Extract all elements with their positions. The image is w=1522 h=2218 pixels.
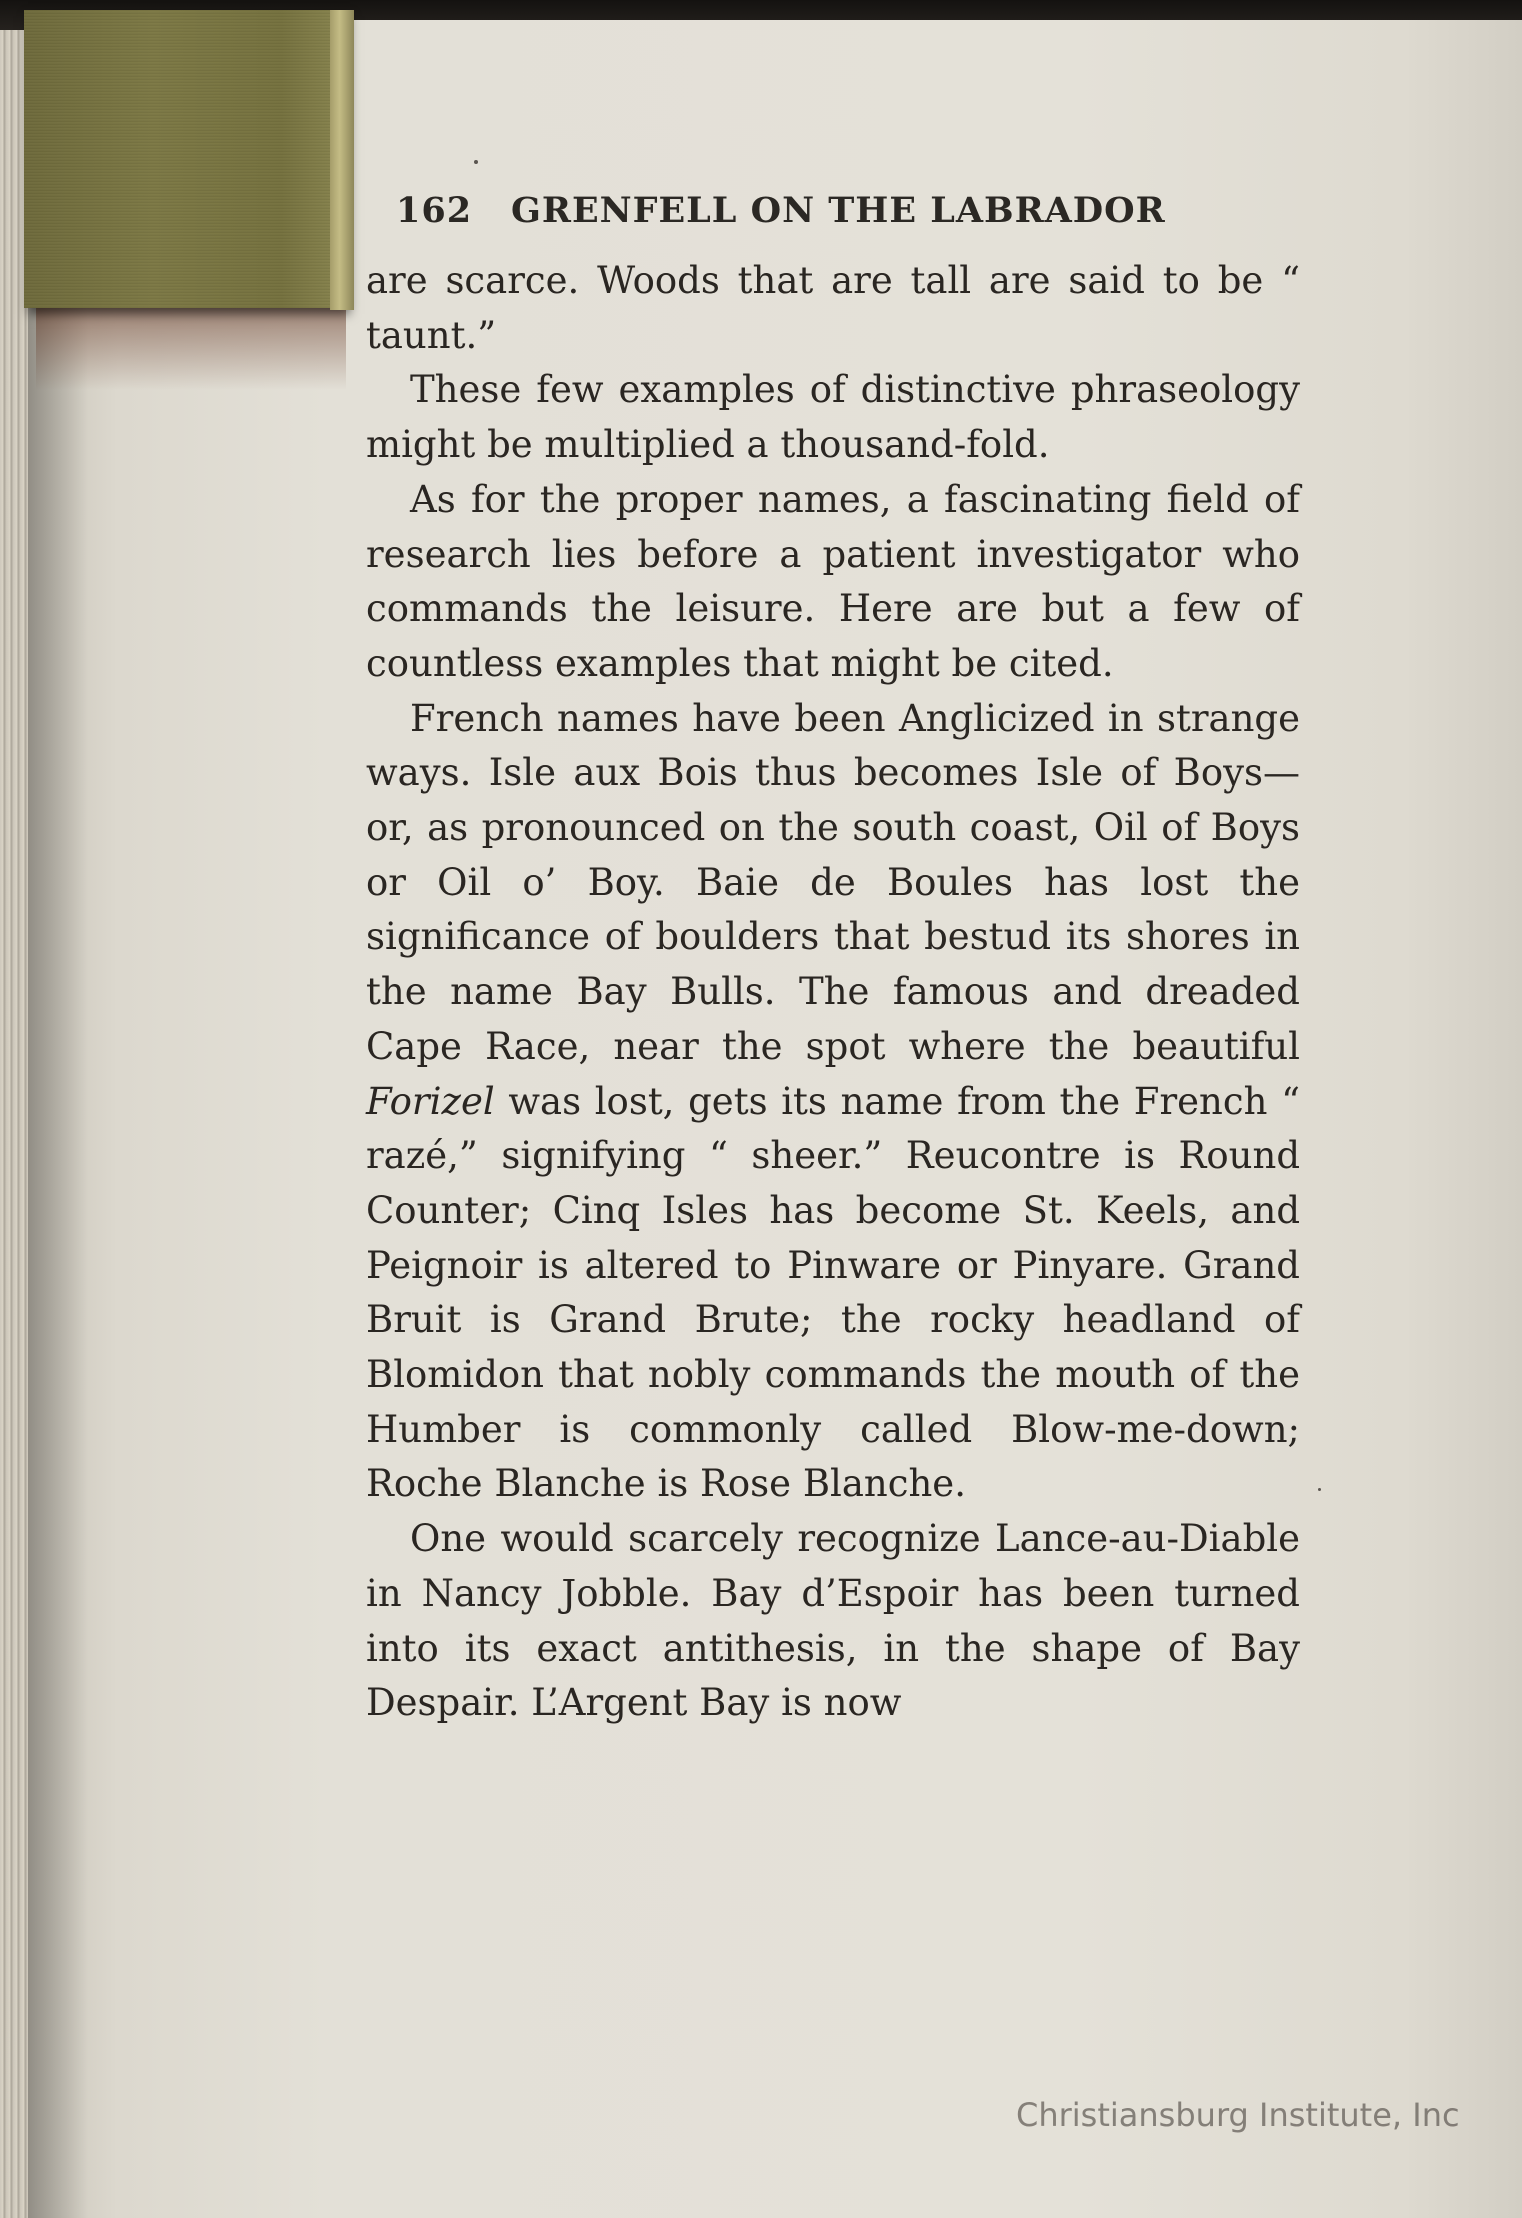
paragraph-text: are scarce. Woods that are tall are said to be “ taunt.” <box>366 259 1300 357</box>
paragraph <box>366 473 1300 692</box>
paragraph-text: These few examples of distinctive phraseology might be multiplied a thousand-fold. <box>366 368 1300 467</box>
running-head <box>396 190 1300 248</box>
italic-text: Forizel <box>366 1079 495 1123</box>
cloth-tab-edge <box>330 10 354 310</box>
paragraph-text: One would scarcely recognize Lance-au-Diable in Nancy Jobble. Bay d’Espoir has been turned into its exact antithesis, in the shape of Bay Despair. L’Argent Bay is now <box>366 1517 1300 1725</box>
paragraph <box>366 254 1300 363</box>
running-title: GRENFELL ON THE LABRADOR <box>511 190 1166 231</box>
watermark: Christiansburg Institute, Inc <box>1016 2096 1460 2134</box>
cloth-tab <box>24 10 346 308</box>
paragraph-text: As for the proper names, a fascinating field of research lies before a patient investigator who commands the leisure. Here are but a few of countless examples that might be cited. <box>366 477 1300 685</box>
paragraph-text: French names have been Anglicized in strange ways. Isle aux Bois thus becomes Isle of Boys—or, as pronounced on the south coast, Oil of Boys or Oil o’ Boy. Baie de Boules has lost the significance of boulders that bestud its shores in the name Bay Bulls. The famous and dreaded Cape Race, near the spot where the beautiful <box>366 696 1300 1068</box>
text-block <box>366 190 1300 1731</box>
paragraph <box>366 1512 1300 1731</box>
paragraph <box>366 692 1300 1513</box>
tab-shadow <box>36 300 346 390</box>
paragraph-text: was lost, gets its name from the French “ razé,” signifying “ sheer.” Reucontre is Round Counter; Cinq Isles has become St. Keels, and Peignoir is altered to Pinware or Pinyare. Grand Bruit is Grand Brute; the rocky headland of Blomidon that nobly commands the mouth of the Humber is commonly called Blow-me-down; Roche Blanche is Rose Blanche. <box>366 1079 1300 1506</box>
paragraph <box>366 363 1300 472</box>
body-text <box>366 254 1300 1731</box>
page-number: 162 <box>396 190 473 231</box>
page-speck <box>1318 1488 1321 1491</box>
page-speck <box>474 160 478 164</box>
